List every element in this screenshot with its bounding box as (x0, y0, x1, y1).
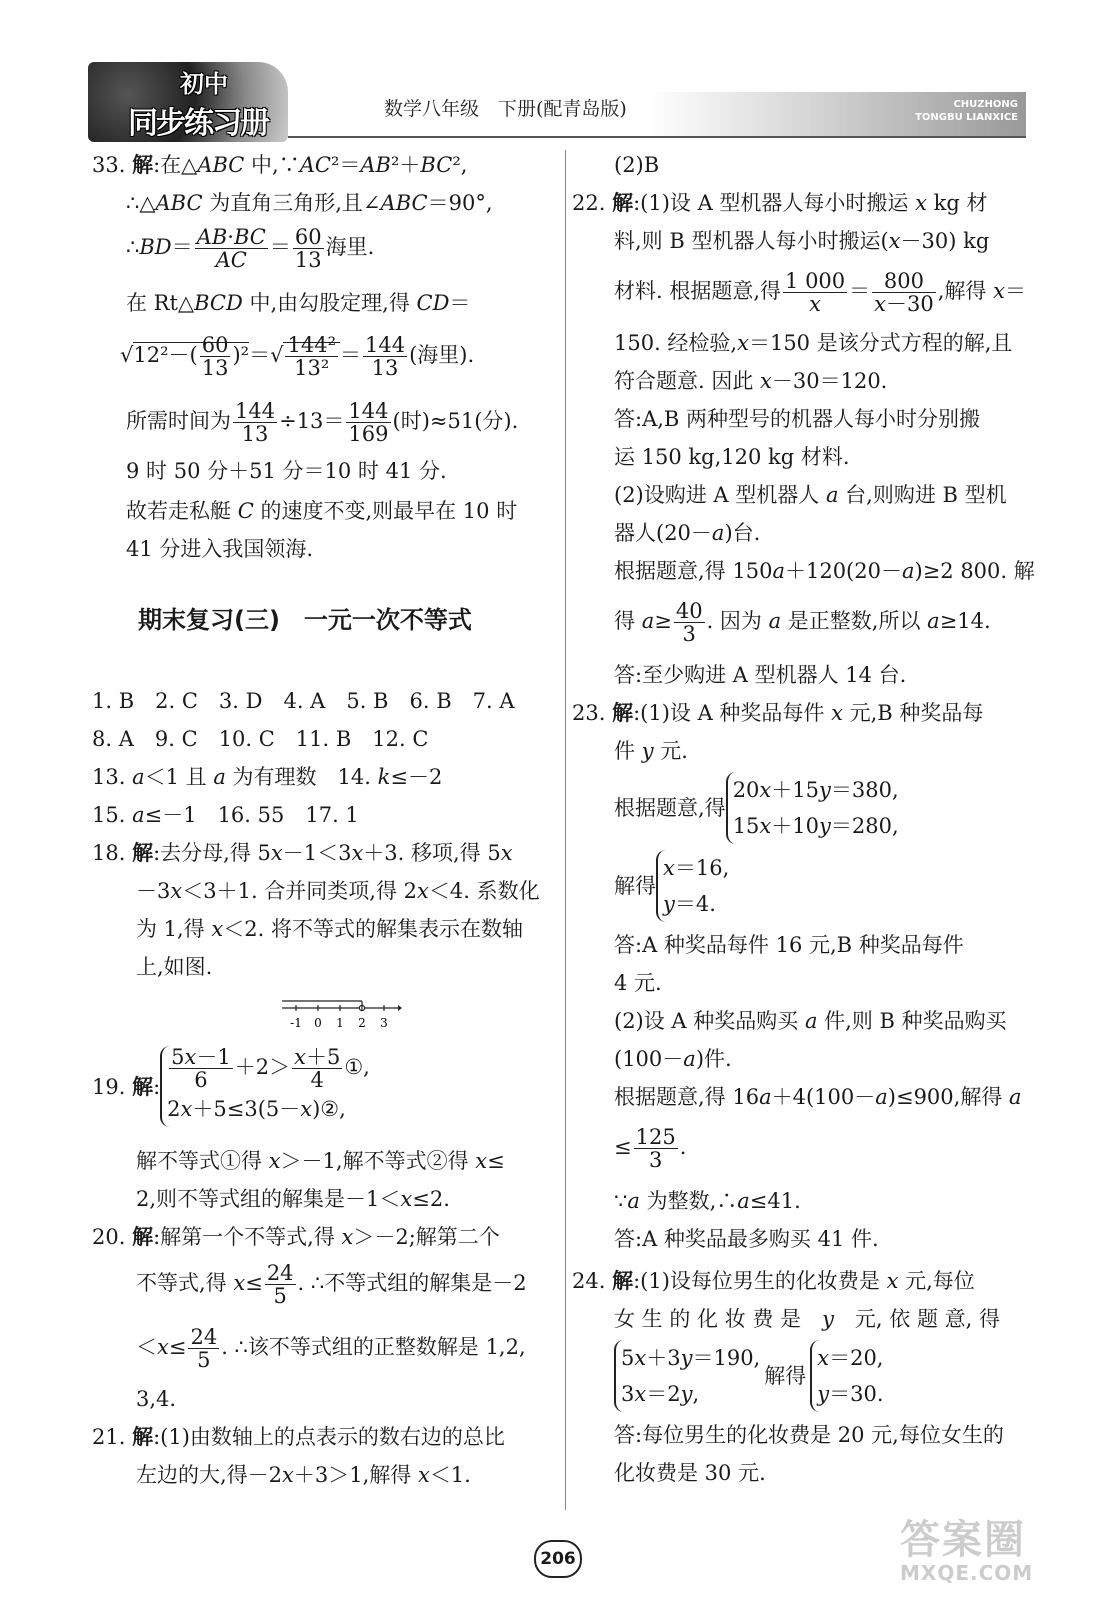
text-line: 答:A 种奖品每件 16 元,B 种奖品每件 (614, 933, 964, 957)
text-line: 4 元. (614, 971, 662, 995)
text-line: 为 1,得 x＜2. 将不等式的解集表示在数轴 (136, 917, 523, 941)
text-line: 8. A 9. C 10. C 11. B 12. C (92, 727, 429, 751)
text-line: ∴△ABC 为直角三角形,且∠ABC＝90°, (126, 191, 493, 215)
text-line: 根据题意,得 20x＋15y＝380, 15x＋10y＝280, (614, 772, 899, 844)
text-line: ＜x≤ $\frac{24}{5}$ . ∴该不等式组的正整数解是 1,2, (136, 1325, 526, 1372)
text-line: 22. 解:(1)设 A 型机器人每小时搬运 x kg 材 (572, 190, 988, 215)
header-rule (288, 136, 1026, 138)
text-line: 答:至少购进 A 型机器人 14 台. (614, 663, 907, 687)
text-line: (2)设购进 A 型机器人 a 台,则购进 B 型机 (614, 483, 1007, 507)
text-line: 13. a＜1 且 a 为有理数 14. k≤－2 (92, 765, 443, 789)
page-number: 206 (534, 1540, 582, 1578)
header-band (648, 92, 1026, 136)
text-line: 3,4. (136, 1387, 177, 1411)
text-line: ∵a 为整数,∴a≤41. (614, 1189, 801, 1213)
text-line: 材料. 根据题意,得 $\frac{1 000}{x}$ ＝ $\frac{800}{x-30}$ ,解得 x＝ (614, 269, 1026, 316)
logo-text-line2: 同步练习册 (128, 106, 268, 141)
text-line: 料,则 B 型机器人每小时搬运(x－30) kg (614, 229, 990, 253)
text-line: 9 时 50 分＋51 分＝10 时 41 分. (126, 459, 447, 483)
text-line: 故若走私艇 C 的速度不变,则最早在 10 时 (126, 499, 518, 523)
text-line: 24. 解:(1)设每位男生的化妆费是 x 元,每位 (572, 1268, 975, 1293)
logo-text-line1: 初中 (180, 70, 228, 98)
text-line: 19. 解: $\frac{5x-1}{6}$ ＋2＞ $\frac{x+5}{4}$ ①, 2x＋5≤3(5－x)②, (92, 1046, 370, 1127)
book-title: 数学八年级 下册(配青岛版) (384, 98, 627, 120)
text-line: 根据题意,得 16a＋4(100－a)≤900,解得 a (614, 1085, 1022, 1109)
page-header (88, 62, 1026, 150)
text-line: 运 150 kg,120 kg 材料. (614, 445, 850, 469)
text-line: 答:A,B 两种型号的机器人每小时分别搬 (614, 407, 981, 431)
text-line: 化妆费是 30 元. (614, 1461, 766, 1485)
text-line: 21. 解:(1)由数轴上的点表示的数右边的总比 (92, 1424, 505, 1449)
number-line-tick-label: 2 (358, 1016, 366, 1030)
text-line: 女 生 的 化 妆 费 是 y 元, 依 题 意, 得 (614, 1307, 1000, 1331)
text-line: 解不等式①得 x＞－1,解不等式②得 x≤ (136, 1149, 505, 1173)
text-line: 不等式,得 x≤ $\frac{24}{5}$ . ∴不等式组的解集是－2 (136, 1261, 527, 1308)
text-line: 答:每位男生的化妆费是 20 元,每位女生的 (614, 1423, 1004, 1447)
text-line: 根据题意,得 150a＋120(20－a)≥2 800. 解 (614, 559, 1035, 583)
text-line: 20. 解:解第一个不等式,得 x＞－2;解第二个 (92, 1224, 500, 1249)
text-line: 23. 解:(1)设 A 种奖品每件 x 元,B 种奖品每 (572, 700, 984, 725)
text-line: 件 y 元. (614, 739, 688, 763)
text-line: 5x＋3y＝190, 3x＝2y, 解得 x＝20, y＝30. (614, 1340, 884, 1412)
section-title: 期末复习(三) 一元一次不等式 (138, 606, 472, 634)
number-line-figure (282, 996, 402, 1030)
text-line: 1. B 2. C 3. D 4. A 5. B 6. B 7. A (92, 689, 515, 713)
number-line-tick-label: 0 (314, 1016, 322, 1030)
text-line: 所需时间为 $\frac{144}{13}$ ÷13＝ $\frac{144}{169}$ (时)≈51(分). (126, 399, 519, 446)
text-line: (100－a)件. (614, 1047, 732, 1071)
text-line: 解得 x＝16, y＝4. (614, 850, 729, 922)
text-line: 得 a≥ $\frac{40}{3}$ . 因为 a 是正整数,所以 a≥14. (614, 599, 991, 646)
text-line: 18. 解:去分母,得 5x－1＜3x＋3. 移项,得 5x (92, 840, 513, 865)
header-pinyin: CHUZHONG TONGBU LIANXICE (915, 99, 1018, 123)
text-line: ≤ $\frac{125}{3}$ . (614, 1125, 687, 1172)
watermark: 答案圈 MXQE.COM (900, 1517, 1034, 1585)
text-line: 上,如图. (136, 955, 213, 979)
number-line-tick-label: -1 (290, 1016, 302, 1030)
text-line: ∴BD＝ $\frac{AB\cdot BC}{AC}$ ＝ $\frac{60}{13}$ 海里. (126, 225, 375, 272)
text-line: 器人(20－a)台. (614, 521, 761, 545)
text-line: (2)设 A 种奖品购买 a 件,则 B 种奖品购买 (614, 1009, 1007, 1033)
text-line: 33. 解:在△ABC 中,∵AC²＝AB²＋BC², (92, 152, 468, 177)
number-line-tick-label: 3 (380, 1016, 388, 1030)
text-line: －3x＜3＋1. 合并同类项,得 2x＜4. 系数化 (136, 879, 540, 903)
text-line: 答:A 种奖品最多购买 41 件. (614, 1227, 879, 1251)
text-line: (2)B (614, 153, 660, 177)
text-line: 41 分进入我国领海. (126, 537, 314, 561)
text-line: 左边的大,得－2x＋3＞1,解得 x＜1. (136, 1463, 471, 1487)
text-line: 在 Rt△BCD 中,由勾股定理,得 CD＝ (126, 291, 471, 315)
text-line: 2,则不等式组的解集是－1＜x≤2. (136, 1187, 450, 1211)
text-line: 150. 经检验,x＝150 是该分式方程的解,且 (614, 331, 1013, 355)
text-line: 15. a≤－1 16. 55 17. 1 (92, 803, 359, 827)
number-line-tick-label: 1 (336, 1016, 344, 1030)
column-divider (565, 150, 566, 1510)
text-line: 符合题意. 因此 x－30＝120. (614, 369, 888, 393)
text-line: √12²－( $\frac{60}{13}$ )²＝√ $\frac{\text{144²}}{\text{13²}}$ ＝ $\frac{144}{13}$ (海里). (120, 333, 475, 380)
